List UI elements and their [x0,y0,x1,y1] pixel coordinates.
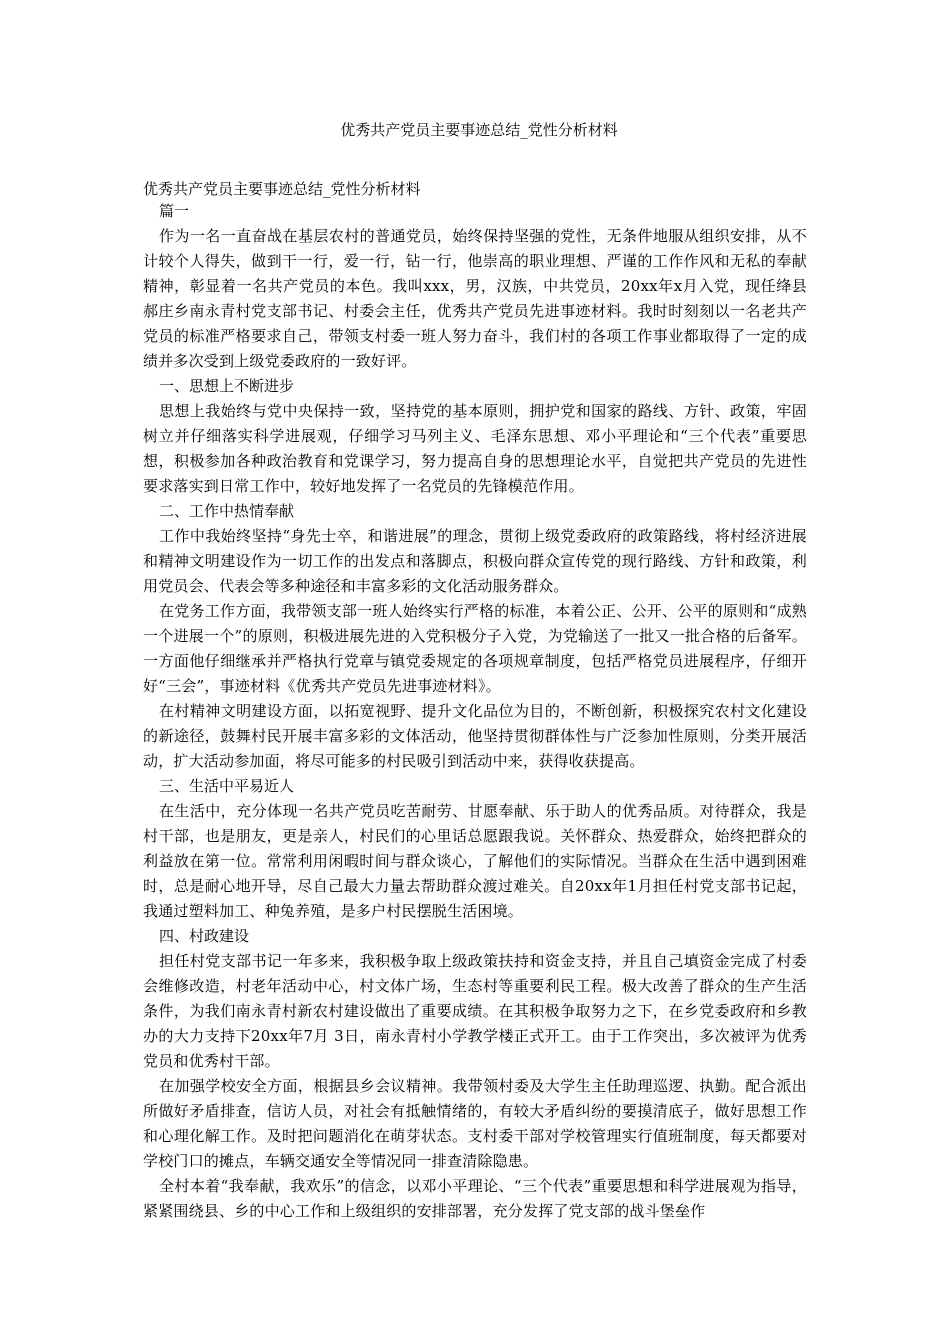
section-heading: 三、生活中平易近人 [159,777,295,795]
body-paragraph: 在生活中，充分体现一名共产党员吃苦耐劳、甘愿奉献、乐于助人的优秀品质。对待群众，我是村干部，也是朋友，更是亲人，村民们的心里话总愿跟我说。关怀群众、热爱群众，始终把群众的利益放在第一位。常常利用闲暇时间与群众谈心，了解他们的实际情况。当群众在生活中遇到困难时，总是耐心地开导，尽自己最大力量去帮助群众渡过难关。自20xx年1月担任村党支部书记起，我通过塑料加工、种兔养殖，是多户村民摆脱生活困境。 [143,802,807,920]
part-label: 篇一 [159,202,190,220]
document-title: 优秀共产党员主要事迹总结_党性分析材料 [340,121,618,139]
body-paragraph: 工作中我始终坚持“身先士卒，和谐进展”的理念，贯彻上级党委政府的政策路线，将村经济进展和精神文明建设作为一切工作的出发点和落脚点，积极向群众宣传党的现行路线、方针和政策，利用党员会、代表会等多种途径和丰富多彩的文化活动服务群众。 [143,527,807,595]
body-paragraph: 担任村党支部书记一年多来，我积极争取上级政策扶持和资金支持，并且自己填资金完成了村委会维修改造，村老年活动中心，村文体广场，生态村等重要利民工程。极大改善了群众的生产生活条件，为我们南永青村新农村建设做出了重要成绩。在其积极争取努力之下，在乡党委政府和乡教办的大力支持下20xx年7月 3日，南永青村小学教学楼正式开工。由于工作突出，多次被评为优秀党员和优秀村干部。 [143,952,807,1070]
document-subtitle: 优秀共产党员主要事迹总结_党性分析材料 [143,180,421,198]
section-heading: 四、村政建设 [159,927,250,945]
body-paragraph: 全村本着“我奉献，我欢乐”的信念，以邓小平理论、“三个代表”重要思想和科学进展观为指导，紧紧围绕县、乡的中心工作和上级组织的安排部署，充分发挥了党支部的战斗堡垒作 [143,1177,807,1220]
body-paragraph: 在加强学校安全方面，根据县乡会议精神。我带领村委及大学生主任助理巡逻、执勤。配合派出所做好矛盾排查，信访人员，对社会有抵触情绪的，有较大矛盾纠纷的要摸清底子，做好思想工作和心理化解工作。及时把问题消化在萌芽状态。支村委干部对学校管理实行值班制度，每天都要对学校门口的摊点，车辆交通安全等情况同一排查清除隐患。 [143,1077,807,1170]
body-paragraph: 在村精神文明建设方面，以拓宽视野、提升文化品位为目的，不断创新，积极探究农村文化建设的新途径，鼓舞村民开展丰富多彩的文体活动，他坚持贯彻群体性与广泛参加性原则，分类开展活动，扩大活动参加面，将尽可能多的村民吸引到活动中来，获得收获提高。 [143,702,807,770]
intro-paragraph: 作为一名一直奋战在基层农村的普通党员，始终保持坚强的党性，无条件地服从组织安排，从不计较个人得失，做到干一行，爱一行，钻一行，他崇高的职业理想、严谨的工作作风和无私的奉献精神，彰显着一名共产党员的本色。我叫xxx，男，汉族，中共党员，20xx年x月入党，现任绛县郝庄乡南永青村党支部书记、村委会主任，优秀共产党员先进事迹材料。我时时刻刻以一名老共产党员的标准严格要求自己，带领支村委一班人努力奋斗，我们村的各项工作事业都取得了一定的成绩并多次受到上级党委政府的一致好评。 [143,227,807,370]
body-paragraph: 思想上我始终与党中央保持一致，坚持党的基本原则，拥护党和国家的路线、方针、政策，牢固树立并仔细落实科学进展观，仔细学习马列主义、毛泽东思想、邓小平理论和“三个代表”重要思想，积极参加各种政治教育和党课学习，努力提高自身的思想理论水平，自觉把共产党员的先进性要求落实到日常工作中，较好地发挥了一名党员的先锋模范作用。 [143,402,807,495]
section-heading: 二、工作中热情奉献 [159,502,295,520]
section-heading: 一、思想上不断进步 [159,377,295,395]
body-paragraph: 在党务工作方面，我带领支部一班人始终实行严格的标准，本着公正、公开、公平的原则和“成熟一个进展一个”的原则，积极进展先进的入党积极分子入党，为党输送了一批又一批合格的后备军。一方面他仔细继承并严格执行党章与镇党委规定的各项规章制度，包括严格党员进展程序，仔细开好“三会”，事迹材料《优秀共产党员先进事迹材料》。 [143,602,807,695]
document-page [143,120,807,1224]
